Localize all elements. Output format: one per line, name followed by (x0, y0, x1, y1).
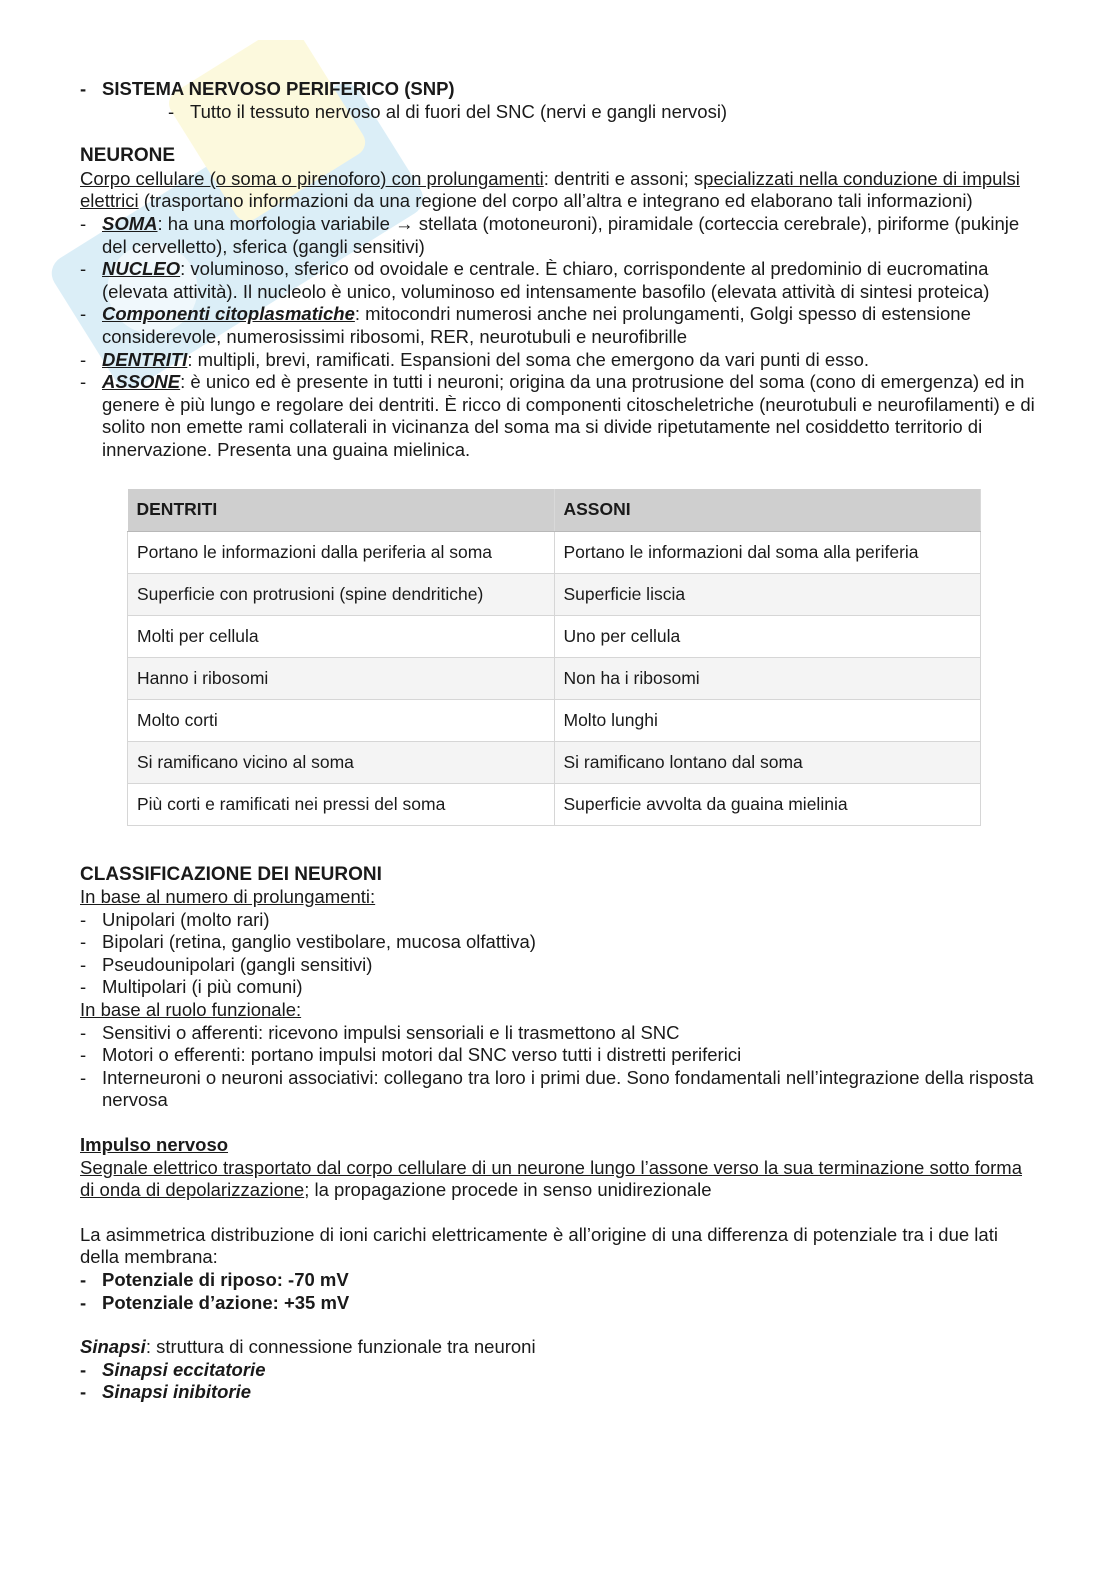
snp-heading-row (80, 78, 1040, 101)
bullet-dash: - (168, 100, 175, 122)
table-row: Molto corti Molto lunghi (128, 699, 981, 741)
list-item: - Motori o efferenti: portano impulsi motori dal SNC verso tutti i distretti periferici (80, 1044, 742, 1066)
sinapsi-definition: Sinapsi: struttura di connessione funzionale tra neuroni (80, 1336, 536, 1358)
list-item: - Interneuroni o neuroni associativi: collegano tra loro i primi due. Sono fondamentali nell’integrazione della risposta nervosa (80, 1066, 1034, 1111)
list-item: - Pseudounipolari (gangli sensitivi) (80, 953, 373, 975)
bullet-dash: - (80, 348, 87, 370)
list-item: - Unipolari (molto rari) (80, 908, 270, 930)
neurone-item-dentriti: - DENTRITI: multipli, brevi, ramificati. Espansioni del soma che emergono da vari punti di esso. (80, 348, 870, 370)
neurone-item-assone: - ASSONE: è unico ed è presente in tutti i neuroni; origina da una protrusione del soma (cono di emergenza) ed in genere è più lungo e regolare dei dentriti. È ricco di componenti citoscheletriche (neurotubuli e neurofilamenti) e di solito non emette rami collaterali in vicinanza del soma ma si divide ripetutamente nel cosiddetto territorio di innervazione. Presenta una guaina mielinica. (80, 371, 1035, 460)
snp-heading: SISTEMA NERVOSO PERIFERICO (SNP) (102, 78, 455, 99)
potential-item: - Potenziale di riposo: -70 mV (80, 1269, 349, 1290)
neurone-item-soma: - SOMA: ha una morfologia variabile → stellata (motoneuroni), piramidale (corteccia cerebrale), piriforme (pukinje del cervelletto), sferica (gangli sensitivi) (80, 212, 1020, 257)
classificazione-group2-title: In base al ruolo funzionale: (80, 999, 302, 1021)
table-row: Superficie con protrusioni (spine dendritiche) Superficie liscia (128, 573, 981, 615)
impulso-paragraph: La asimmetrica distribuzione di ioni carichi elettricamente è all’origine di una differenza di potenziale tra i due lati della membrana: (80, 1223, 998, 1268)
neurone-heading: NEURONE (80, 145, 176, 167)
table-header-row (128, 489, 981, 532)
impulso-definition: Segnale elettrico trasportato dal corpo cellulare di un neurone lungo l’assone verso la sua terminazione sotto forma di onda di depolarizzazione; la propagazione procede in senso unidirezionale (80, 1156, 1022, 1201)
table-row: Hanno i ribosomi Non ha i ribosomi (128, 657, 981, 699)
snp-sub-row (80, 101, 1040, 124)
bullet-dash: - (80, 212, 87, 234)
neurone-intro: Corpo cellulare (o soma o pirenoforo) con prolungamenti: dentriti e assoni; specializzati nella conduzione di impulsi elettrici (trasportano informazioni da una regione del corpo all’altra e integrano ed elaborano tali informazioni) (80, 167, 1020, 212)
bullet-dash: - (80, 78, 87, 99)
list-item: - Multipolari (i più comuni) (80, 976, 303, 998)
snp-sub: Tutto il tessuto nervoso al di fuori del SNC (nervi e gangli nervosi) (190, 100, 728, 122)
comparison-table (127, 489, 981, 826)
neurone-item-nucleo: - NUCLEO: voluminoso, sferico od ovoidale e centrale. È chiaro, corrispondente al predominio di eucromatina (elevata attività). Il nucleolo è unico, voluminoso ed intensamente basofilo (elevata attività di sintesi proteica) (80, 258, 990, 302)
bullet-dash: - (80, 371, 87, 393)
document-page (80, 78, 1040, 1404)
classificazione-group1-title: In base al numero di prolungamenti: (80, 886, 376, 908)
classificazione-heading: CLASSIFICAZIONE DEI NEURONI (80, 863, 382, 885)
table-row: Portano le informazioni dalla periferia al soma Portano le informazioni dal soma alla periferia (128, 531, 981, 573)
list-item: - Sensitivi o afferenti: ricevono impulsi sensoriali e li trasmettono al SNC (80, 1021, 680, 1043)
list-item: - Bipolari (retina, ganglio vestibolare, mucosa olfattiva) (80, 931, 536, 953)
bullet-dash: - (80, 303, 87, 325)
table-row: Più corti e ramificati nei pressi del soma Superficie avvolta da guaina mielinia (128, 783, 981, 825)
table-header-dentriti: DENTRITI (128, 489, 555, 532)
table-header-assoni: ASSONI (554, 489, 981, 532)
sinapsi-type: - Sinapsi inibitorie (80, 1381, 252, 1403)
sinapsi-type: - Sinapsi eccitatorie (80, 1358, 266, 1380)
impulso-heading: Impulso nervoso (80, 1134, 229, 1156)
table-row: Molti per cellula Uno per cellula (128, 615, 981, 657)
bullet-dash: - (80, 258, 87, 280)
table-row: Si ramificano vicino al soma Si ramificano lontano dal soma (128, 741, 981, 783)
potential-item: - Potenziale d’azione: +35 mV (80, 1291, 350, 1313)
neurone-item-componenti: - Componenti citoplasmatiche: mitocondri numerosi anche nei prolungamenti, Golgi spesso di estensione considerevole, numerosissimi ribosomi, RER, neurotubuli e neurofibrille (80, 303, 971, 347)
